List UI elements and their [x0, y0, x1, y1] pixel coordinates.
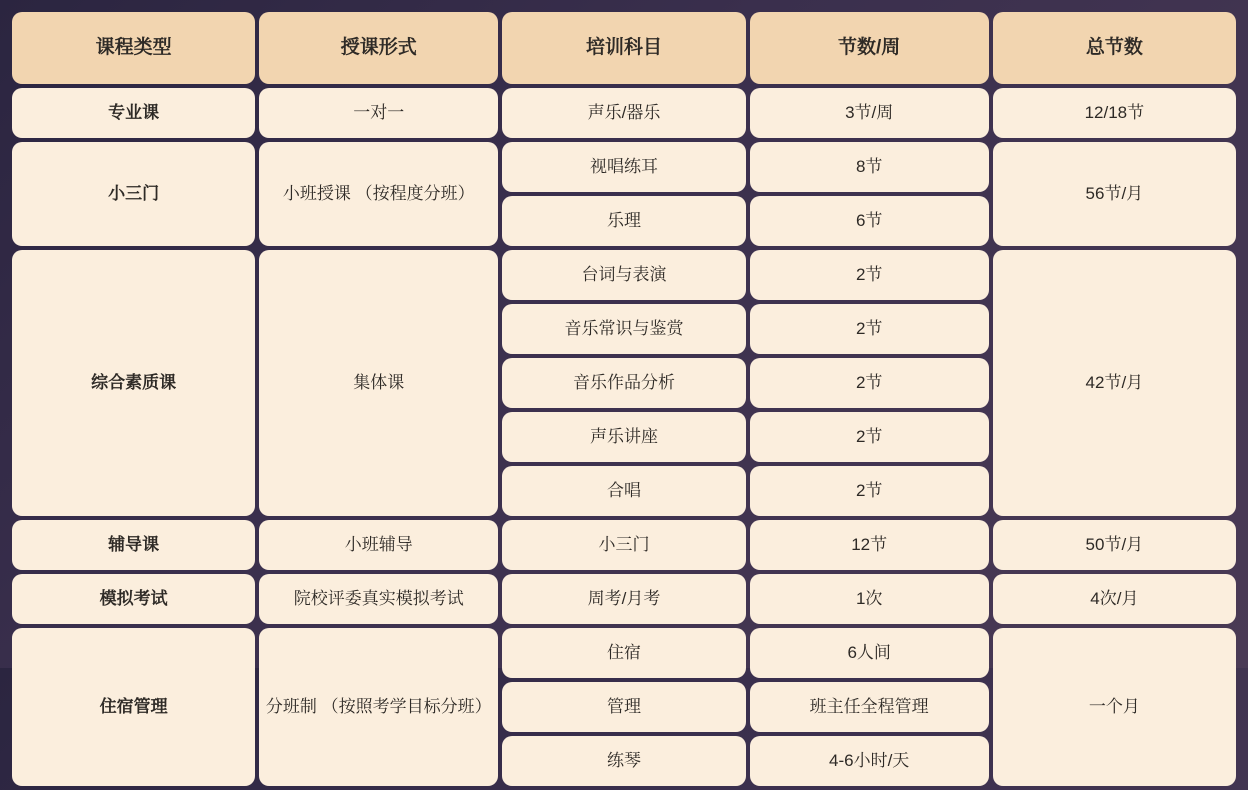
course-schedule-table-container	[8, 8, 1240, 790]
table-row	[12, 520, 1236, 570]
column-header-teaching-format: 授课形式	[259, 12, 498, 84]
cell-teaching-format: 小班授课 （按程度分班）	[259, 142, 498, 246]
column-header-total-sessions: 总节数	[993, 12, 1236, 84]
cell-training-subject: 合唱	[502, 466, 745, 516]
cell-sessions-per-week: 6节	[750, 196, 989, 246]
cell-training-subject: 周考/月考	[502, 574, 745, 624]
cell-total-sessions: 12/18节	[993, 88, 1236, 138]
cell-teaching-format: 分班制 （按照考学目标分班）	[259, 628, 498, 786]
cell-training-subject: 声乐/器乐	[502, 88, 745, 138]
cell-teaching-format: 院校评委真实模拟考试	[259, 574, 498, 624]
cell-sessions-per-week: 8节	[750, 142, 989, 192]
cell-sessions-per-week: 2节	[750, 466, 989, 516]
cell-training-subject: 音乐常识与鉴赏	[502, 304, 745, 354]
cell-sessions-per-week: 6人间	[750, 628, 989, 678]
cell-training-subject: 音乐作品分析	[502, 358, 745, 408]
table-header-row	[12, 12, 1236, 84]
cell-teaching-format: 一对一	[259, 88, 498, 138]
cell-course-type: 综合素质课	[12, 250, 255, 516]
cell-total-sessions: 一个月	[993, 628, 1236, 786]
cell-training-subject: 声乐讲座	[502, 412, 745, 462]
cell-sessions-per-week: 2节	[750, 304, 989, 354]
cell-course-type: 小三门	[12, 142, 255, 246]
cell-training-subject: 台词与表演	[502, 250, 745, 300]
cell-total-sessions: 56节/月	[993, 142, 1236, 246]
cell-training-subject: 乐理	[502, 196, 745, 246]
cell-training-subject: 小三门	[502, 520, 745, 570]
cell-course-type: 模拟考试	[12, 574, 255, 624]
table-row	[12, 88, 1236, 138]
cell-teaching-format: 小班辅导	[259, 520, 498, 570]
cell-sessions-per-week: 12节	[750, 520, 989, 570]
table-row	[12, 142, 1236, 192]
table-header	[12, 12, 1236, 84]
cell-sessions-per-week: 1次	[750, 574, 989, 624]
column-header-training-subject: 培训科目	[502, 12, 745, 84]
cell-course-type: 专业课	[12, 88, 255, 138]
table-body	[12, 88, 1236, 786]
course-schedule-table	[8, 8, 1240, 790]
cell-course-type: 辅导课	[12, 520, 255, 570]
cell-total-sessions: 42节/月	[993, 250, 1236, 516]
cell-total-sessions: 4次/月	[993, 574, 1236, 624]
cell-sessions-per-week: 班主任全程管理	[750, 682, 989, 732]
cell-training-subject: 管理	[502, 682, 745, 732]
cell-total-sessions: 50节/月	[993, 520, 1236, 570]
table-row	[12, 574, 1236, 624]
column-header-sessions-per-week: 节数/周	[750, 12, 989, 84]
cell-sessions-per-week: 2节	[750, 250, 989, 300]
cell-sessions-per-week: 4-6小时/天	[750, 736, 989, 786]
table-row	[12, 628, 1236, 678]
cell-teaching-format: 集体课	[259, 250, 498, 516]
cell-sessions-per-week: 3节/周	[750, 88, 989, 138]
cell-course-type: 住宿管理	[12, 628, 255, 786]
column-header-course-type: 课程类型	[12, 12, 255, 84]
cell-sessions-per-week: 2节	[750, 412, 989, 462]
table-row	[12, 250, 1236, 300]
cell-training-subject: 住宿	[502, 628, 745, 678]
cell-training-subject: 视唱练耳	[502, 142, 745, 192]
cell-sessions-per-week: 2节	[750, 358, 989, 408]
cell-training-subject: 练琴	[502, 736, 745, 786]
